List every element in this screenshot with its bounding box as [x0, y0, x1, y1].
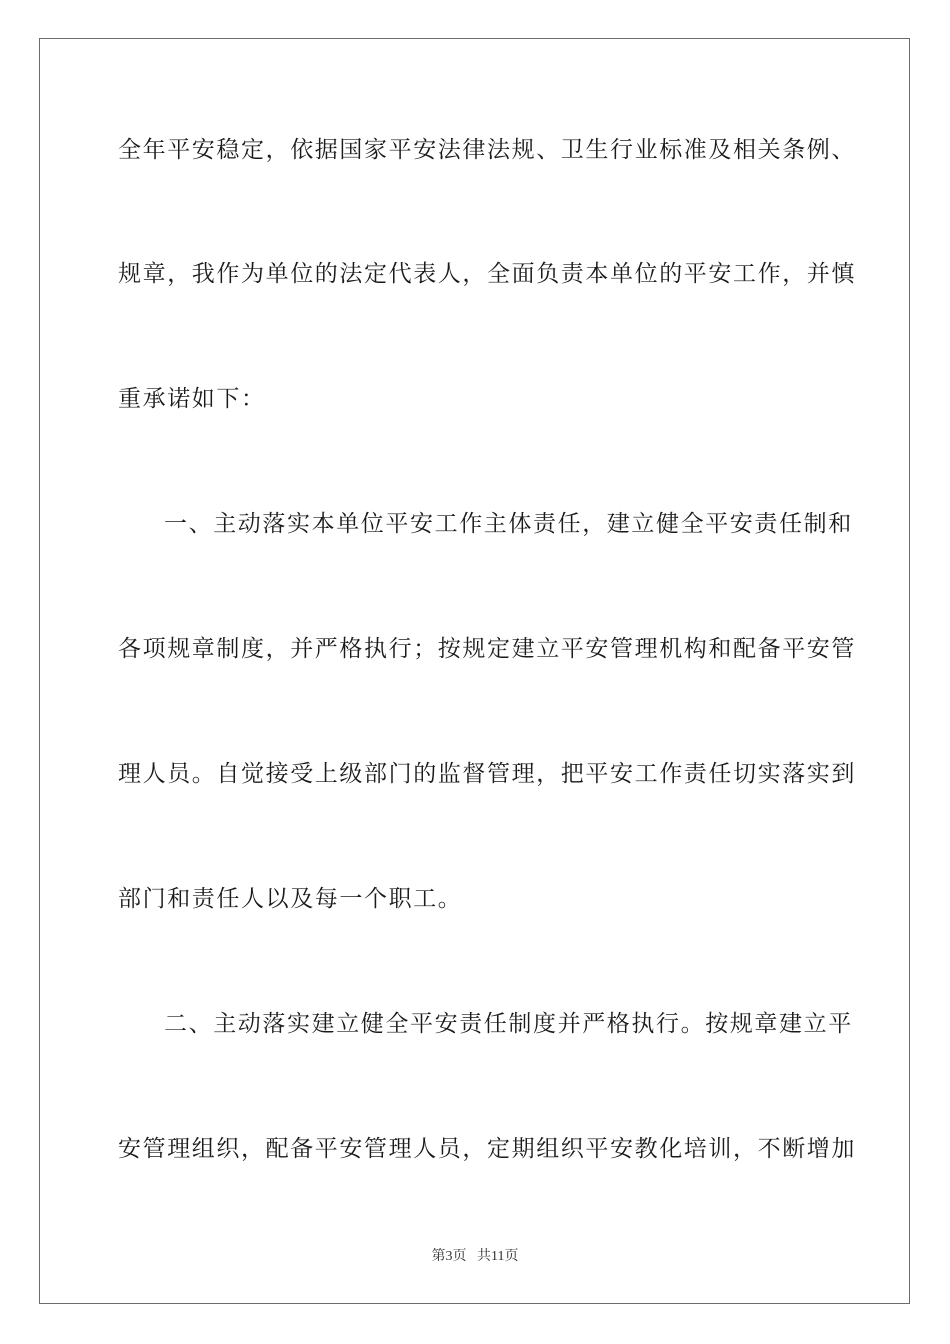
page-frame [39, 38, 910, 1304]
page-footer [0, 1248, 950, 1266]
paragraph-line: 安管理组织，配备平安管理人员，定期组织平安教化培训，不断增加 [118, 1136, 856, 1162]
paragraph-line: 理人员。自觉接受上级部门的监督管理，把平安工作责任切实落实到 [118, 761, 856, 787]
paragraph-line: 部门和责任人以及每一个职工。 [118, 886, 463, 912]
paragraph-line: 一、主动落实本单位平安工作主体责任，建立健全平安责任制和 [164, 511, 853, 537]
paragraph-line: 重承诺如下： [118, 386, 266, 412]
paragraph-line: 全年平安稳定，依据国家平安法律法规、卫生行业标准及相关条例、 [118, 137, 856, 163]
footer-spacer [467, 1249, 478, 1264]
paragraph-line: 各项规章制度，并严格执行；按规定建立平安管理机构和配备平安管 [118, 636, 856, 662]
paragraph-line: 规章，我作为单位的法定代表人，全面负责本单位的平安工作，并慎 [118, 261, 856, 287]
page-total: 共11页 [477, 1249, 519, 1264]
paragraph-line: 二、主动落实建立健全平安责任制度并严格执行。按规章建立平 [164, 1011, 853, 1037]
page-number: 第3页 [431, 1249, 467, 1264]
